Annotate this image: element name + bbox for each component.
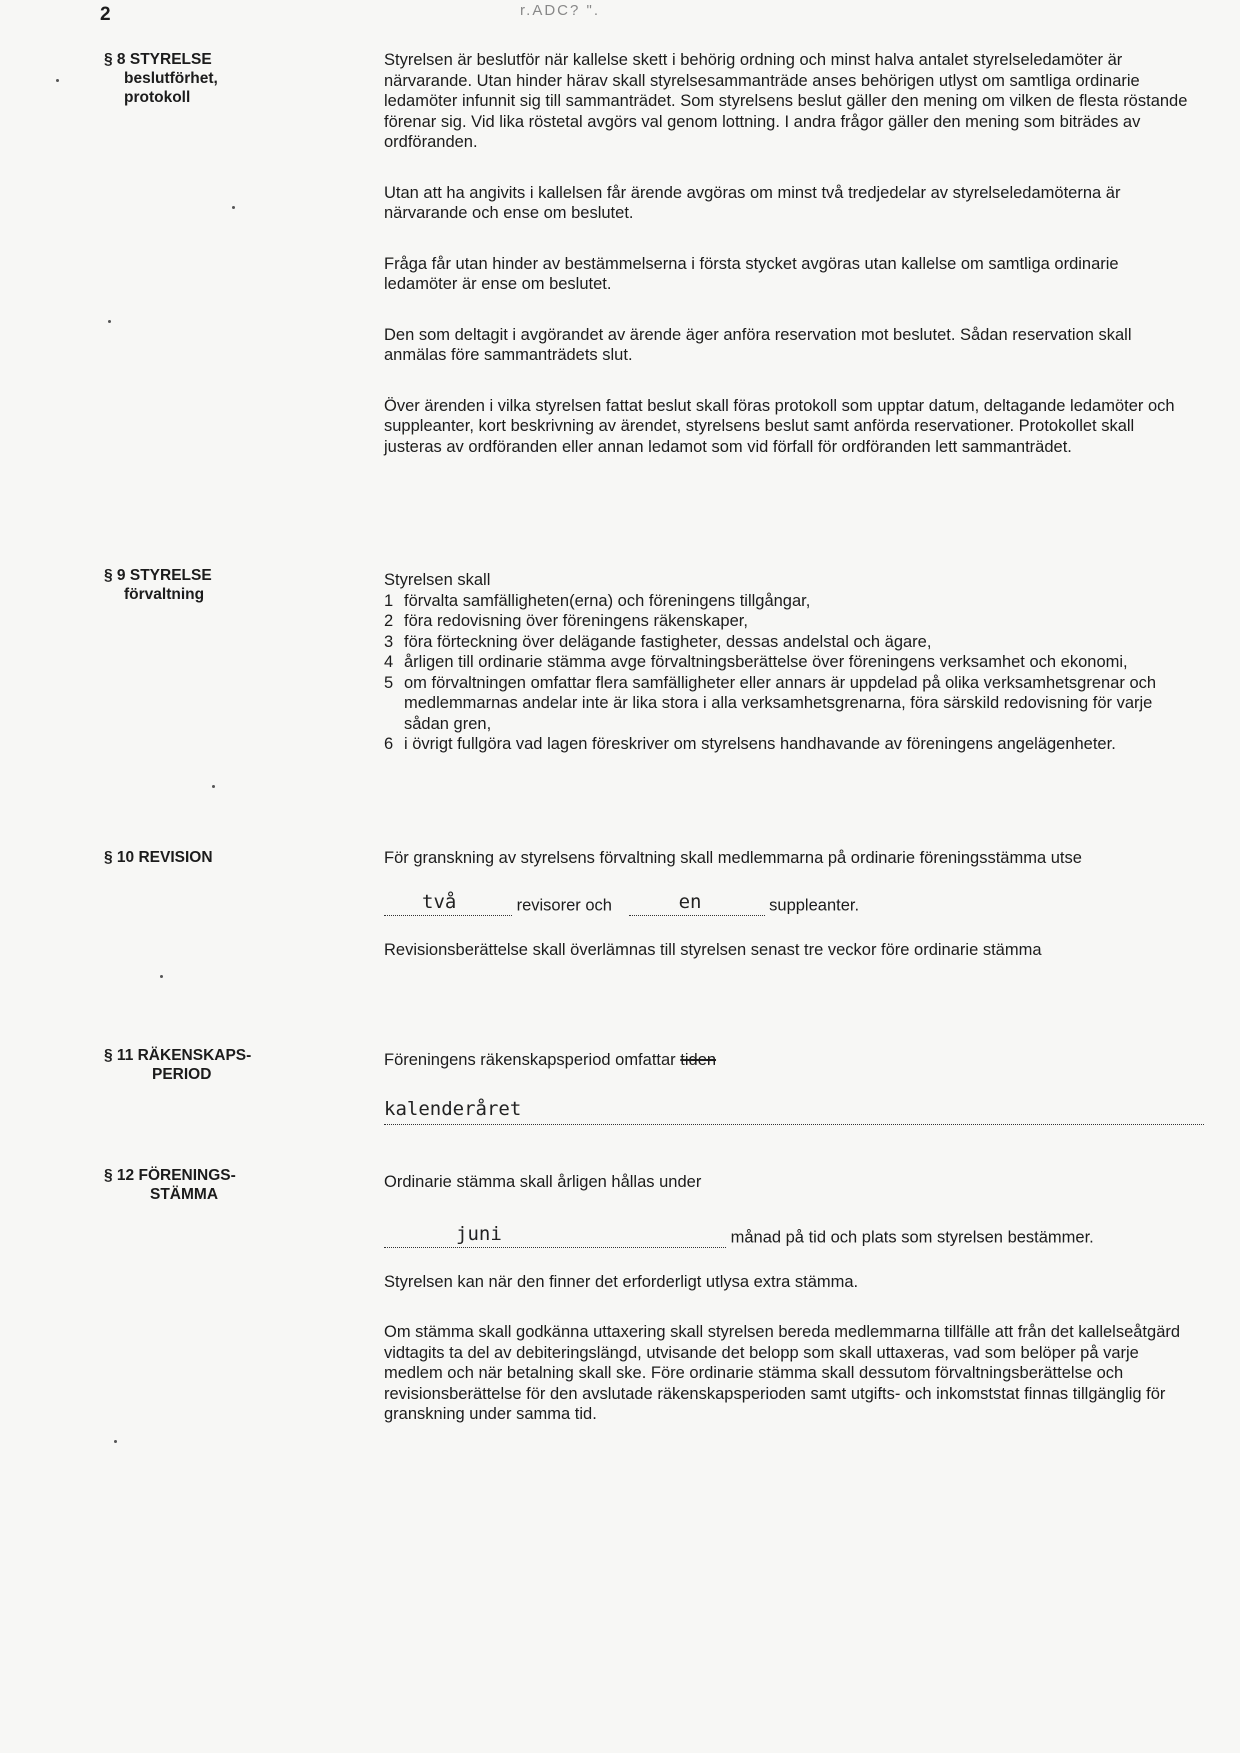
revisors-label: revisorer och — [516, 896, 612, 914]
section-10-fill-row — [384, 891, 1190, 916]
list-item — [384, 734, 1190, 755]
section-10-paragraph-2: Revisionsberättelse skall överlämnas till styrelsen senast tre veckor före ordinarie stämma — [384, 940, 1042, 959]
section-8-paragraph-5: Över ärenden i vilka styrelsen fattat beslut skall föras protokoll som upptar datum, deltagande ledamöter och suppleanter, kort beskrivning av ärendet, styrelsens beslut samt anförda reservationer. Protokollet skall justeras av ordföranden eller annan ledamot som vid förfall för ordföranden lett sammanträdet. — [384, 396, 1175, 456]
list-item-text: förvalta samfälligheten(erna) och föreningens tillgångar, — [404, 591, 811, 610]
section-8-heading — [104, 50, 324, 107]
section-8-paragraph-3: Fråga får utan hinder av bestämmelserna i första stycket avgöras utan kallelse om samtliga ordinarie ledamöter är ense om beslutet. — [384, 254, 1119, 293]
meeting-month-value: juni — [456, 1223, 502, 1245]
list-item-text: i övrigt fullgöra vad lagen föreskriver om styrelsens handhavande av föreningens angelägenheter. — [404, 735, 1116, 753]
accounting-period-value: kalenderåret — [384, 1098, 522, 1120]
scan-speck — [232, 206, 235, 209]
header-mark: r.ADC? ". — [520, 2, 601, 19]
list-item-text: föra redovisning över föreningens räkenskaper, — [404, 612, 748, 630]
scan-speck — [56, 79, 59, 82]
list-item — [384, 611, 1190, 632]
section-9-body — [384, 570, 1190, 755]
section-10-paragraph-1: För granskning av styrelsens förvaltning skall medlemmarna på ordinarie föreningsstämma utse — [384, 849, 1082, 867]
suppleants-count-field[interactable] — [629, 891, 765, 916]
section-8-body — [384, 50, 1190, 487]
section-10-body — [384, 848, 1190, 960]
revisors-count-field[interactable] — [384, 891, 512, 916]
section-12-paragraph-3: Om stämma skall godkänna uttaxering skall styrelsen bereda medlemmarna tillfälle att från det kallelseåtgärd vidtagits ta del av debiteringslängd, utvisande det belopp som skall uttaxeras, vad som belöper på varje medlem och när betalning skall ske. Före ordinarie stämma skall dessutom förvaltningsberättelse och revisionsberättelse för den avslutade räkenskapsperioden samt utgifts- och inkomststat finnas tillgänglig för granskning under samma tid. — [384, 1323, 1181, 1423]
section-8-paragraph-4: Den som deltagit i avgörandet av ärende äger anföra reservation mot beslutet. Sådan reservation skall anmälas före sammanträdets slut. — [384, 325, 1132, 364]
section-12-paragraph-2: Styrelsen kan när den finner det erforderligt utlysa extra stämma. — [384, 1272, 859, 1291]
section-9-subtitle: förvaltning — [124, 586, 205, 603]
list-item — [384, 673, 1190, 735]
section-12-heading — [104, 1166, 324, 1204]
section-11-heading — [104, 1046, 324, 1084]
section-11-text: Föreningens räkenskapsperiod omfattar — [384, 1051, 676, 1069]
section-11-struck-word: tiden — [680, 1051, 717, 1069]
section-11-subtitle: PERIOD — [152, 1066, 212, 1083]
list-item-number: 1 — [384, 591, 394, 610]
list-item-number: 4 — [384, 653, 394, 671]
list-item-text: föra förteckning över delägande fastigheter, dessas andelstal och ägare, — [404, 632, 932, 651]
revisors-count-value: två — [422, 891, 457, 913]
list-item-number: 5 — [384, 673, 394, 692]
scan-speck — [160, 975, 163, 978]
list-item-number: 3 — [384, 632, 394, 651]
section-10-heading — [104, 848, 324, 867]
section-12-subtitle: STÄMMA — [150, 1186, 219, 1203]
section-11-body — [384, 1050, 1190, 1071]
section-8-paragraph-2: Utan att ha angivits i kallelsen får ärende avgöras om minst två tredjedelar av styrelseledamöterna är närvarande och ense om beslutet. — [384, 183, 1121, 222]
section-8-subtitle-2: protokoll — [124, 89, 191, 106]
list-item-text: årligen till ordinarie stämma avge förvaltningsberättelse över föreningens verksamhet och ekonomi, — [404, 653, 1128, 671]
section-12-paragraph-1: Ordinarie stämma skall årligen hållas under — [384, 1173, 702, 1191]
suppleants-count-value: en — [678, 891, 702, 913]
section-9-heading — [104, 566, 324, 604]
meeting-month-suffix: månad på tid och plats som styrelsen bestämmer. — [730, 1228, 1094, 1246]
section-9-intro: Styrelsen skall — [384, 571, 491, 589]
section-8-subtitle-1: beslutförhet, — [124, 70, 218, 87]
section-10-title: § 10 REVISION — [104, 849, 213, 866]
suppleants-label: suppleanter. — [769, 896, 860, 914]
section-8-paragraph-1: Styrelsen är beslutför när kallelse skett i behörig ordning och minst halva antalet styrelseledamöter är närvarande. Utan hinder härav skall styrelsesammanträde anses behörigen utlyst om samtliga ordinarie ledamöter infunnit sig till sammanträdet. Som styrelsens beslut gäller den mening om vilken de flesta röstande förenar sig. Vid lika röstetal avgörs val genom lottning. I andra frågor gäller den mening som biträdes av ordföranden. — [384, 51, 1188, 151]
list-item — [384, 632, 1190, 653]
scan-speck — [114, 1440, 117, 1443]
list-item — [384, 591, 1190, 612]
section-8-title: § 8 STYRELSE — [104, 51, 212, 68]
scan-speck — [212, 785, 215, 788]
scan-speck — [108, 320, 111, 323]
list-item-number: 6 — [384, 735, 394, 753]
section-9-list — [384, 591, 1190, 755]
accounting-period-field[interactable] — [384, 1094, 1204, 1125]
list-item — [384, 652, 1190, 673]
section-11-title: § 11 RÄKENSKAPS- — [104, 1047, 252, 1064]
meeting-month-field[interactable] — [384, 1223, 726, 1248]
section-9-title: § 9 STYRELSE — [104, 567, 212, 584]
section-12-title: § 12 FÖRENINGS- — [104, 1167, 236, 1184]
page-number: 2 — [100, 4, 111, 25]
list-item-text: om förvaltningen omfattar flera samfälligheter eller annars är uppdelad på olika verksamhetsgrenar och medlemmarnas andelar inte är lika stora i alla verksamhetsgrenarna, föra särskild redovisning för varje sådan gren, — [404, 673, 1157, 733]
section-12-fill-row — [384, 1223, 1190, 1248]
section-12-body — [384, 1172, 1190, 1425]
list-item-number: 2 — [384, 612, 394, 630]
